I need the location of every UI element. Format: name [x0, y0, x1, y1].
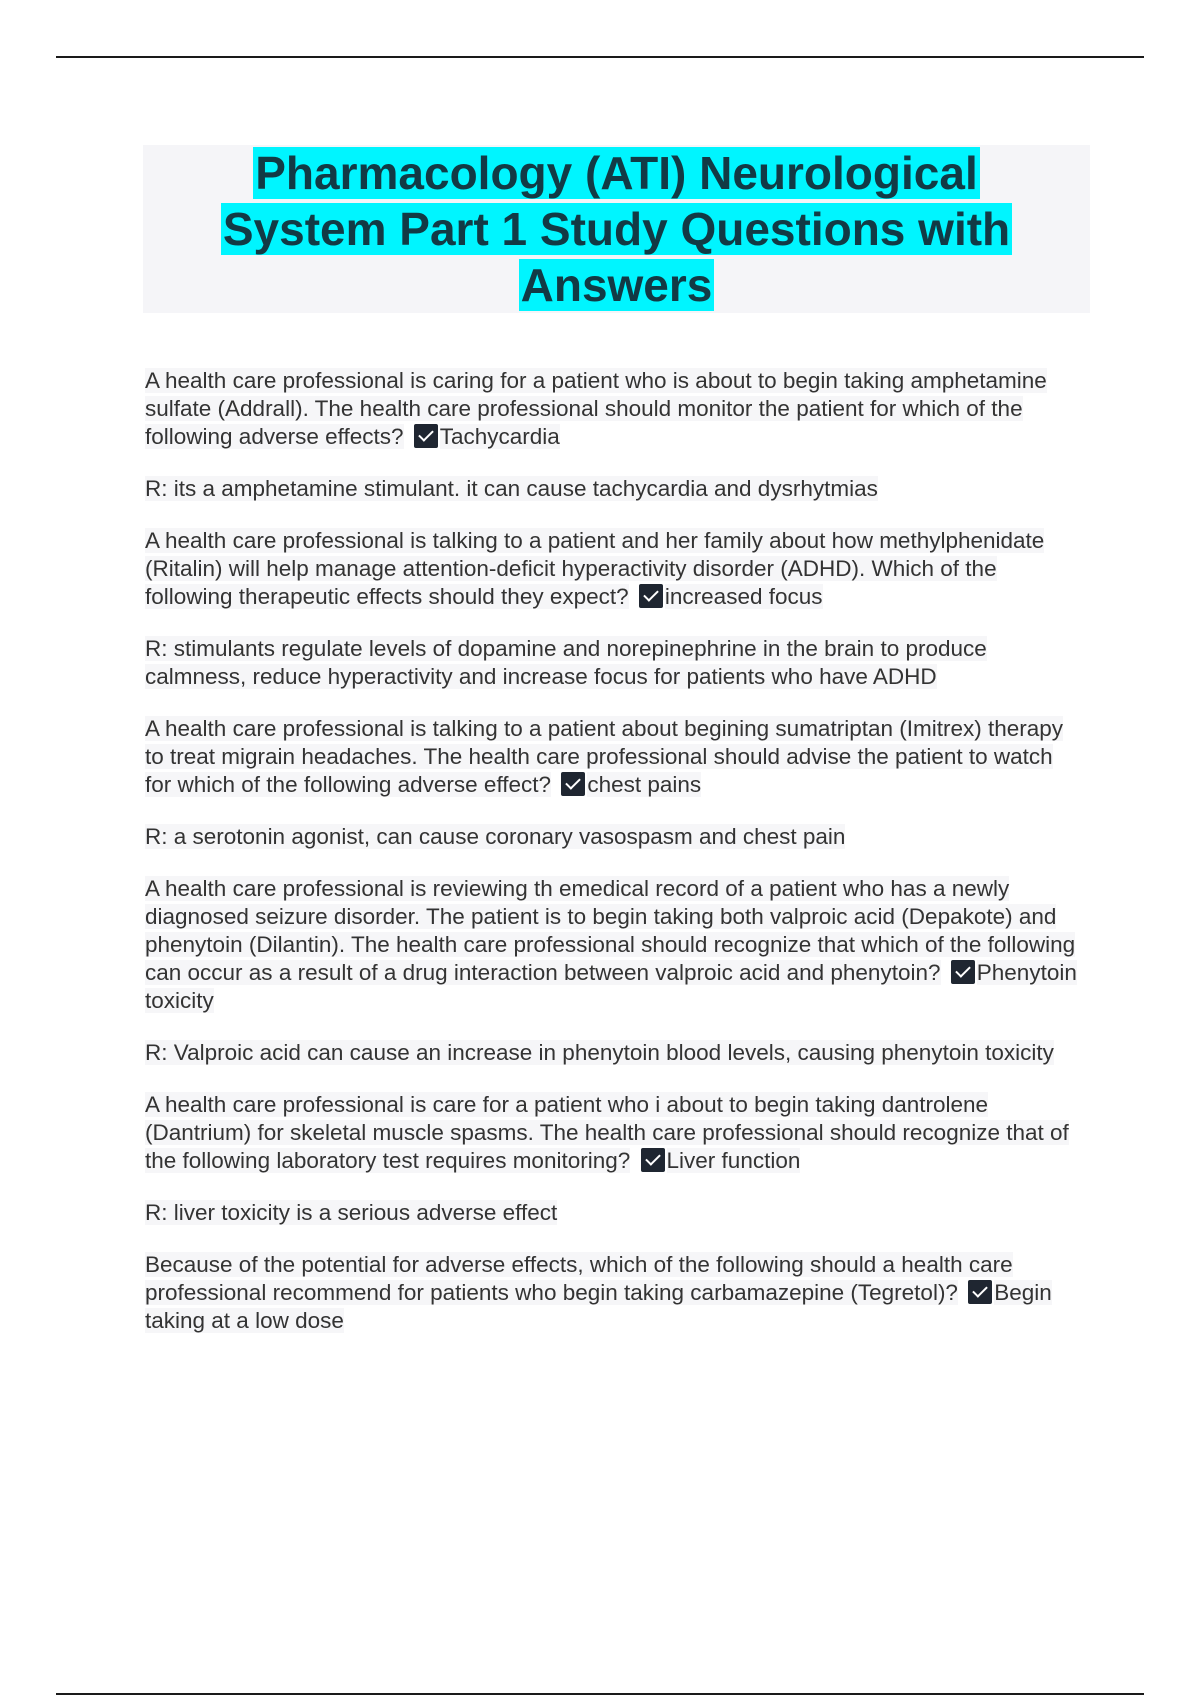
question-text: A health care professional is reviewing th emedical record of a patient who has a newly diagnosed seizure disorder. The patient is to begin taking both valproic acid (Depakote) and phenytoin (Dilantin). The health care professional should recognize that which of the following can occur as a result of a drug interaction between valproic acid and phenytoin?	[145, 876, 1076, 985]
rationale-text: R: a serotonin agonist, can cause coronary vasospasm and chest pain	[145, 824, 846, 849]
answer-text: Phenytoin toxicity	[145, 960, 1077, 1013]
question-item	[145, 527, 1085, 611]
question-item	[145, 875, 1085, 1015]
checkmark-icon	[639, 584, 663, 608]
answer-text: Tachycardia	[439, 424, 560, 449]
checkmark-icon	[561, 772, 585, 796]
question-item	[145, 715, 1085, 799]
answer-text: chest pains	[587, 772, 702, 797]
document-title	[143, 145, 1090, 313]
rationale-text: R: its a amphetamine stimulant. it can cause tachycardia and dysrhytmias	[145, 476, 878, 501]
title-box	[143, 145, 1090, 313]
title-line-2: System Part 1 Study Questions with	[222, 203, 1011, 255]
rationale-item	[145, 1039, 1085, 1067]
top-rule	[56, 56, 1144, 58]
qa-list	[145, 367, 1085, 1359]
checkmark-icon	[951, 960, 975, 984]
question-item	[145, 1091, 1085, 1175]
rationale-item	[145, 1199, 1085, 1227]
checkmark-icon	[641, 1148, 665, 1172]
checkmark-icon	[968, 1280, 992, 1304]
answer-text: Begin taking at a low dose	[145, 1280, 1052, 1333]
question-item	[145, 367, 1085, 451]
rationale-text: R: Valproic acid can cause an increase in phenytoin blood levels, causing phenytoin toxicity	[145, 1040, 1054, 1065]
title-line-1: Pharmacology (ATI) Neurological	[255, 147, 978, 199]
rationale-text: R: stimulants regulate levels of dopamine and norepinephrine in the brain to produce calmness, reduce hyperactivity and increase focus for patients who have ADHD	[145, 636, 987, 689]
rationale-item	[145, 475, 1085, 503]
title-line-3: Answers	[520, 259, 713, 311]
answer-text: Liver function	[666, 1148, 801, 1173]
question-text: A health care professional is caring for a patient who is about to begin taking amphetamine sulfate (Addrall). The health care professional should monitor the patient for which of the following adverse effects?	[145, 368, 1047, 449]
question-text: A health care professional is care for a patient who i about to begin taking dantrolene (Dantrium) for skeletal muscle spasms. The health care professional should recognize that of the following laboratory test requires monitoring?	[145, 1092, 1069, 1173]
answer-text: increased focus	[664, 584, 823, 609]
checkmark-icon	[414, 424, 438, 448]
rationale-item	[145, 823, 1085, 851]
question-text: Because of the potential for adverse effects, which of the following should a health care professional recommend for patients who begin taking carbamazepine (Tegretol)?	[145, 1252, 1013, 1305]
rationale-text: R: liver toxicity is a serious adverse effect	[145, 1200, 558, 1225]
bottom-rule	[56, 1693, 1144, 1695]
rationale-item	[145, 635, 1085, 691]
question-text: A health care professional is talking to a patient about begining sumatriptan (Imitrex) therapy to treat migrain headaches. The health care professional should advise the patient to watch for which of the following adverse effect?	[145, 716, 1064, 797]
question-text: A health care professional is talking to a patient and her family about how methylphenidate (Ritalin) will help manage attention-deficit hyperactivity disorder (ADHD). Which of the following therapeutic effects should they expect?	[145, 528, 1045, 609]
question-item	[145, 1251, 1085, 1335]
